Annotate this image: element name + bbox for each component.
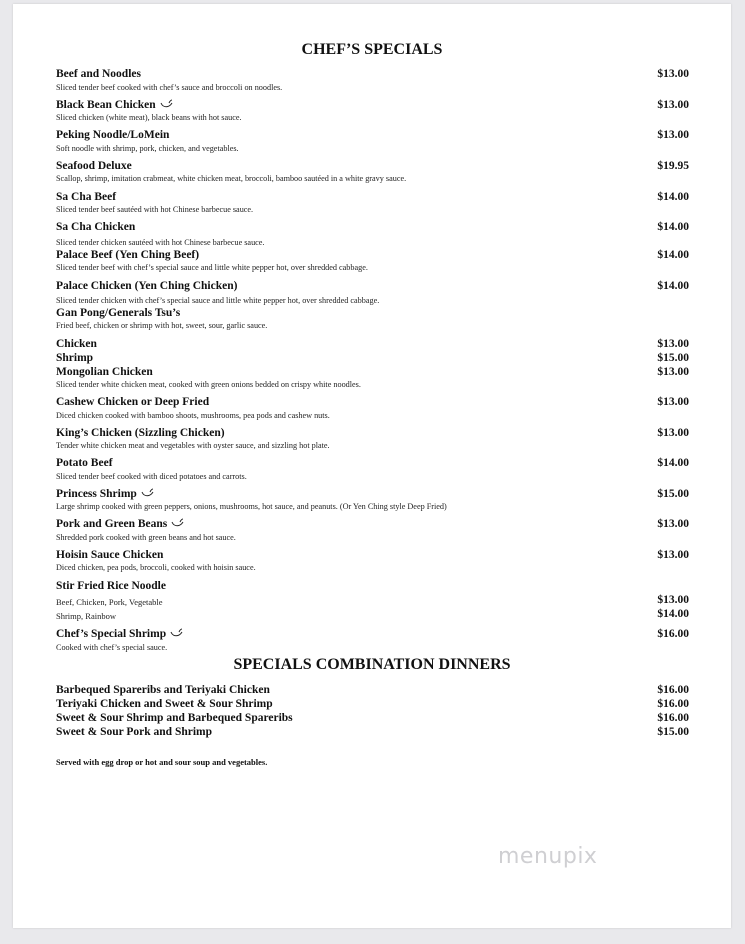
item-beef-noodles: Beef and Noodles: [56, 68, 141, 80]
item-sa-cha-chicken-price: $14.00: [657, 221, 689, 233]
item-palace-chicken-price: $14.00: [657, 280, 689, 292]
item-peking-noodle-desc: Soft noodle with shrimp, pork, chicken, and vegetables.: [56, 144, 239, 153]
combo-note: Served with egg drop or hot and sour soup and vegetables.: [56, 757, 268, 767]
combo-item: Barbequed Spareribs and Teriyaki Chicken: [56, 684, 270, 696]
item-gan-pong-shrimp: Shrimp: [56, 352, 94, 364]
item-chefs-special-shrimp-label: Chef’s Special Shrimp: [56, 628, 167, 640]
combo-item: Teriyaki Chicken and Sweet & Sour Shrimp: [56, 698, 273, 710]
item-sa-cha-beef-price: $14.00: [657, 191, 689, 203]
item-gan-pong-chicken: Chicken: [56, 338, 97, 350]
item-kings-chicken-desc: Tender white chicken meat and vegetables with oyster sauce, and sizzling hot plate.: [56, 441, 330, 450]
item-peking-noodle-price: $13.00: [657, 129, 689, 141]
item-beef-noodles-desc: Sliced tender beef cooked with chef’s sauce and broccoli on noodles.: [56, 83, 283, 92]
item-cashew-chicken-desc: Diced chicken cooked with bamboo shoots, mushrooms, pea pods and cashew nuts.: [56, 411, 330, 420]
item-peking-noodle: Peking Noodle/LoMein: [56, 129, 170, 141]
item-chefs-special-shrimp-price: $16.00: [657, 628, 689, 640]
item-potato-beef-desc: Sliced tender beef cooked with diced potatoes and carrots.: [56, 472, 247, 481]
item-gan-pong: Gan Pong/Generals Tsu’s: [56, 307, 181, 319]
combo-item: Sweet & Sour Shrimp and Barbequed Spareribs: [56, 712, 293, 724]
combo-item-price: $15.00: [657, 726, 689, 738]
combination-dinners-heading: SPECIALS COMBINATION DINNERS: [233, 656, 511, 673]
item-princess-shrimp-price: $15.00: [657, 488, 689, 500]
item-mongolian-chicken: Mongolian Chicken: [56, 366, 153, 378]
item-black-bean-chicken: [56, 99, 173, 111]
item-rice-noodle-option-2: Shrimp, Rainbow: [56, 611, 116, 621]
combo-item-price: $16.00: [657, 684, 689, 696]
item-princess-shrimp: [56, 488, 154, 500]
item-pork-green-beans-label: Pork and Green Beans: [56, 518, 168, 530]
item-cashew-chicken-price: $13.00: [657, 396, 689, 408]
chefs-specials-heading: CHEF’S SPECIALS: [301, 41, 443, 58]
watermark-logo: menupix: [498, 844, 598, 869]
item-seafood-deluxe-desc: Scallop, shrimp, imitation crabmeat, white chicken meat, broccoli, bamboo sautéed in a white gravy sauce.: [56, 174, 407, 183]
combo-item-price: $16.00: [657, 698, 689, 710]
item-princess-shrimp-label: Princess Shrimp: [56, 488, 137, 500]
item-mongolian-chicken-price: $13.00: [657, 366, 689, 378]
item-kings-chicken: King’s Chicken (Sizzling Chicken): [56, 427, 225, 439]
item-palace-beef-desc: Sliced tender beef with chef’s special sauce and little white pepper hot, over shredded cabbage.: [56, 263, 368, 272]
combo-item: Sweet & Sour Pork and Shrimp: [56, 726, 213, 738]
item-princess-shrimp-desc: Large shrimp cooked with green peppers, onions, mushrooms, hot sauce, and peanuts. (Or Yen Ching style Deep Fried): [56, 502, 447, 511]
item-beef-noodles-price: $13.00: [657, 68, 689, 80]
hot-pepper-icon: [170, 628, 183, 638]
item-potato-beef-price: $14.00: [657, 457, 689, 469]
item-black-bean-chicken-desc: Sliced chicken (white meat), black beans with hot sauce.: [56, 113, 242, 122]
item-cashew-chicken: Cashew Chicken or Deep Fried: [56, 396, 210, 408]
item-rice-noodle-option-2-price: $14.00: [657, 608, 689, 620]
item-potato-beef: Potato Beef: [56, 457, 113, 469]
item-palace-chicken: Palace Chicken (Yen Ching Chicken): [56, 280, 238, 292]
item-kings-chicken-price: $13.00: [657, 427, 689, 439]
item-sa-cha-chicken-desc: Sliced tender chicken sautéed with hot Chinese barbecue sauce.: [56, 238, 265, 247]
combo-item-price: $16.00: [657, 712, 689, 724]
item-chefs-special-shrimp: [56, 628, 183, 640]
hot-pepper-icon: [171, 518, 184, 528]
item-sa-cha-chicken: Sa Cha Chicken: [56, 221, 136, 233]
item-gan-pong-shrimp-price: $15.00: [657, 352, 689, 364]
item-stir-fried-rice-noodle: Stir Fried Rice Noodle: [56, 580, 166, 592]
hot-pepper-icon: [141, 488, 154, 498]
item-black-bean-chicken-label: Black Bean Chicken: [56, 99, 156, 111]
hot-pepper-icon: [160, 99, 173, 109]
item-hoisin-chicken-price: $13.00: [657, 549, 689, 561]
menu-page: [13, 4, 731, 928]
item-rice-noodle-option-1-price: $13.00: [657, 594, 689, 606]
item-seafood-deluxe-price: $19.95: [657, 160, 689, 172]
item-pork-green-beans-price: $13.00: [657, 518, 689, 530]
item-sa-cha-beef: Sa Cha Beef: [56, 191, 117, 203]
item-sa-cha-beef-desc: Sliced tender beef sautéed with hot Chinese barbecue sauce.: [56, 205, 254, 214]
item-gan-pong-chicken-price: $13.00: [657, 338, 689, 350]
item-palace-beef-price: $14.00: [657, 249, 689, 261]
item-pork-green-beans-desc: Shredded pork cooked with green beans and hot sauce.: [56, 533, 236, 542]
item-gan-pong-desc: Fried beef, chicken or shrimp with hot, sweet, sour, garlic sauce.: [56, 321, 268, 330]
item-rice-noodle-option-1: Beef, Chicken, Pork, Vegetable: [56, 597, 163, 607]
item-chefs-special-shrimp-desc: Cooked with chef’s special sauce.: [56, 643, 168, 652]
item-hoisin-chicken: Hoisin Sauce Chicken: [56, 549, 164, 561]
item-hoisin-chicken-desc: Diced chicken, pea pods, broccoli, cooked with hoisin sauce.: [56, 563, 256, 572]
item-black-bean-chicken-price: $13.00: [657, 99, 689, 111]
item-mongolian-chicken-desc: Sliced tender white chicken meat, cooked with green onions bedded on crispy white noodles.: [56, 380, 361, 389]
item-palace-chicken-desc: Sliced tender chicken with chef’s special sauce and little white pepper hot, over shredded cabbage.: [56, 296, 380, 305]
item-pork-green-beans: [56, 518, 184, 530]
item-seafood-deluxe: Seafood Deluxe: [56, 160, 132, 172]
item-palace-beef: Palace Beef (Yen Ching Beef): [56, 249, 200, 261]
